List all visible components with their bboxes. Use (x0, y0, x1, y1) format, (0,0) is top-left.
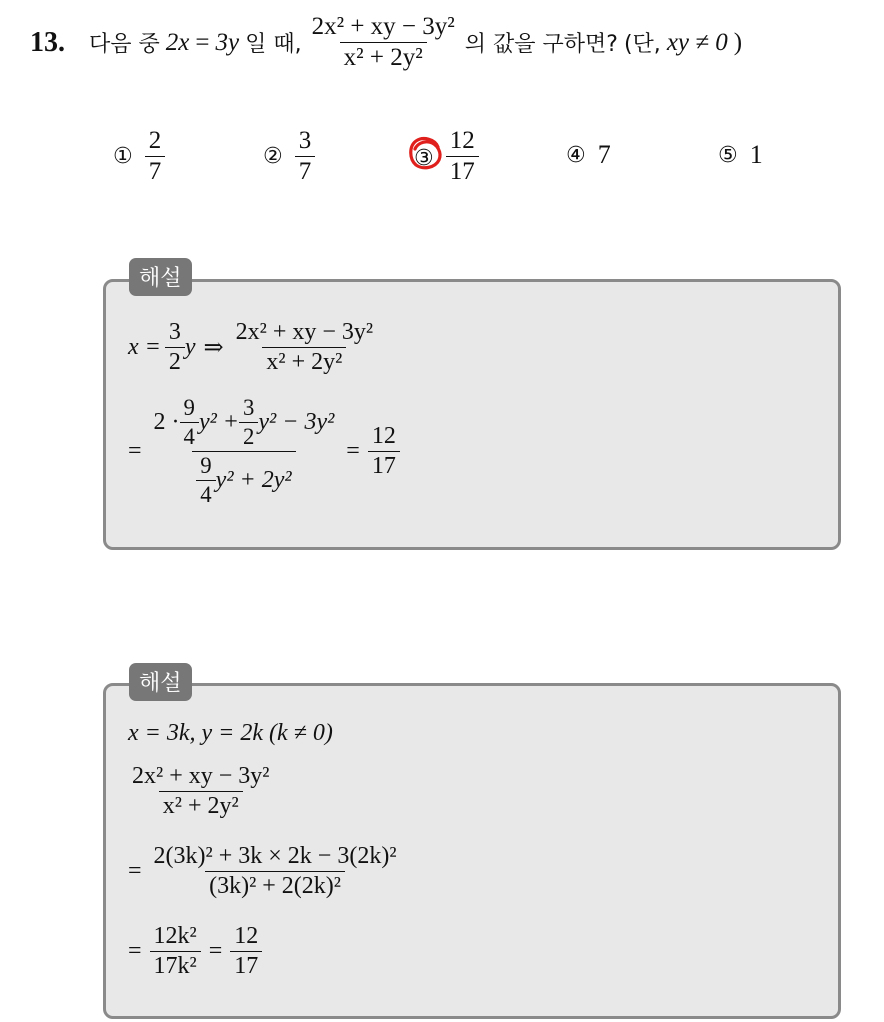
solution-tag-2: 해설 (129, 663, 192, 701)
sub-num: 9 (200, 452, 212, 478)
compound-fraction (150, 396, 339, 507)
substitution: x = 3k, y = 2k (k ≠ 0) (128, 720, 333, 746)
choice-mark: ⑤ (718, 142, 738, 168)
sub-den: 2 (239, 422, 258, 449)
choice-4[interactable] (566, 140, 611, 170)
line1-num: 2x² + xy − 3y² (235, 319, 374, 345)
solution2-line4 (128, 924, 262, 979)
term: y² + 2y² (215, 466, 292, 493)
question-number: 13. (30, 26, 65, 58)
line3-den: (3k)² + 2(2k)² (205, 871, 345, 899)
choice-denominator: 7 (295, 156, 316, 185)
line1-var: y (184, 334, 196, 361)
choice-mark: ② (263, 144, 283, 170)
question-prefix: 다음 중 (89, 32, 160, 58)
equals: = (128, 858, 142, 885)
line2-num: 2x² + xy − 3y² (132, 763, 270, 789)
choice-fraction (145, 128, 166, 186)
implies-arrow: ⇒ (203, 335, 224, 362)
solution-box-2 (103, 683, 841, 1019)
coef-den: 2 (165, 347, 185, 375)
term: 2 · (153, 408, 180, 435)
line3-fraction (150, 844, 401, 899)
frac-9-4 (180, 396, 199, 449)
result-num: 12 (234, 923, 259, 949)
question-suffix: 의 값을 구하면? (464, 32, 618, 58)
choice-mark: ④ (566, 142, 586, 168)
choice-2[interactable] (263, 128, 315, 186)
line2-fraction (128, 764, 273, 819)
equals: = (128, 938, 142, 965)
sub-den: 4 (196, 480, 215, 507)
question-mid: 일 때, (245, 32, 302, 58)
choice-denominator: 7 (145, 156, 166, 185)
choice-denominator: 17 (446, 156, 479, 185)
condition-rhs: 3y (215, 28, 240, 56)
selected-circle-icon (405, 133, 445, 173)
line3-num: 2(3k)² + 3k × 2k − 3(2k)² (153, 843, 397, 869)
result-fraction (230, 924, 262, 979)
note-condition: xy ≠ 0 (666, 28, 728, 56)
result-num: 12 (371, 422, 396, 449)
equals: = (208, 938, 223, 965)
line4-fraction (150, 924, 201, 979)
compound-num (150, 396, 339, 451)
frac-9-4 (196, 454, 215, 507)
solution1-line2 (128, 396, 400, 507)
choice-numerator: 2 (148, 127, 162, 154)
equals: = (128, 437, 142, 464)
question: 13. 다음 중 2x = 3y 일 때, $\frac{\text{2x² + xy − 3y²}}{\text{x² + 2y²}}$ 의 값을 구하면? (단, xy ≠ 0 ) (30, 13, 743, 72)
choice-fraction (446, 128, 479, 186)
choice-value: 7 (597, 140, 611, 169)
solution-box-1 (103, 279, 841, 550)
solution2-line3 (128, 844, 401, 899)
question-fraction (308, 14, 459, 72)
line1-fraction (232, 320, 377, 375)
line1-den: x² + 2y² (262, 347, 346, 375)
choice-3[interactable] (414, 128, 479, 186)
fraction-numerator: 2x² + xy − 3y² (311, 13, 455, 40)
note-close: ) (733, 28, 743, 56)
choice-numerator: 12 (449, 127, 475, 154)
line4-num: 12k² (153, 923, 197, 949)
solution1-line1 (128, 320, 377, 375)
line4-den: 17k² (150, 951, 201, 979)
result-den: 17 (368, 451, 400, 479)
frac-3-2 (239, 396, 258, 449)
result-den: 17 (230, 951, 262, 979)
term: y² − 3y² (258, 408, 335, 435)
note-open: (단, (623, 32, 661, 58)
result-fraction (368, 424, 400, 479)
sub-num: 3 (243, 395, 255, 420)
line2-den: x² + 2y² (159, 791, 243, 819)
choice-value: 1 (749, 140, 763, 169)
line1-lhs: x = (128, 334, 161, 361)
solution-tag-1: 해설 (129, 258, 192, 296)
equals: = (346, 437, 360, 464)
solution2-line1 (128, 720, 333, 747)
choice-mark: ③ (414, 145, 434, 171)
choice-fraction (295, 128, 316, 186)
choice-mark: ① (113, 144, 133, 170)
choice-5[interactable] (718, 140, 763, 170)
coef-fraction (165, 320, 185, 375)
term: y² + (198, 408, 239, 435)
choice-numerator: 3 (298, 127, 312, 154)
coef-num: 3 (168, 319, 181, 345)
sub-num: 9 (183, 395, 195, 420)
fraction-denominator: x² + 2y² (340, 42, 427, 71)
condition-lhs: 2x (165, 28, 190, 56)
sub-den: 4 (180, 422, 199, 449)
solution2-line2 (128, 764, 273, 819)
compound-den (192, 451, 295, 507)
choice-1[interactable] (113, 128, 165, 186)
